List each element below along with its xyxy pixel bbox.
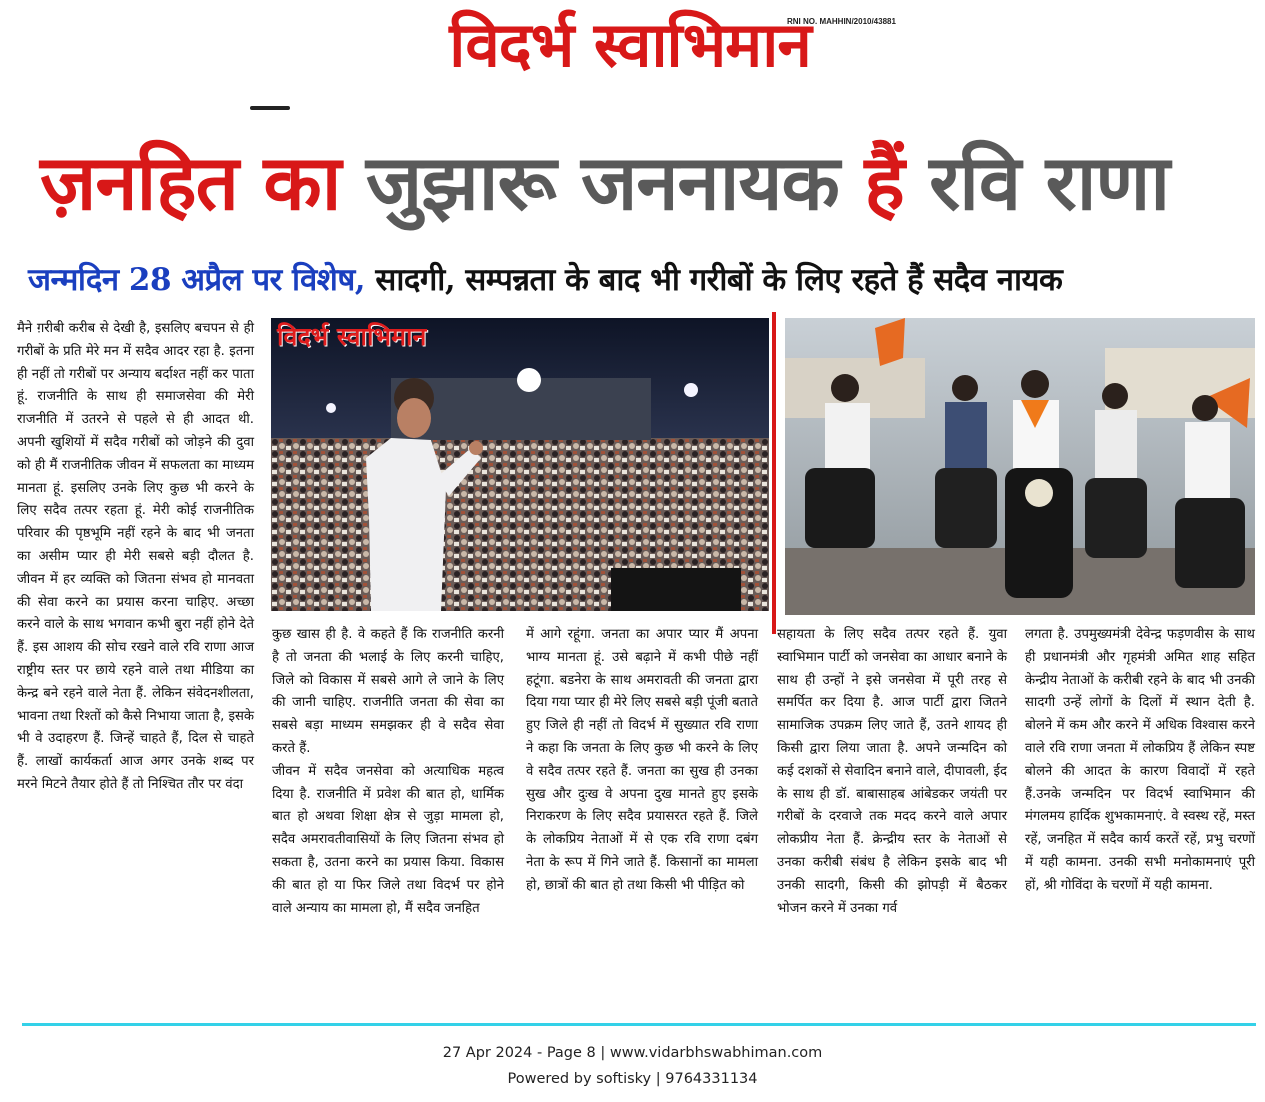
bike-rally-illustration (785, 318, 1255, 615)
headline-part2: जुझारू जननायक (365, 138, 839, 227)
column-divider-red (772, 312, 776, 634)
photo-rally-crowd (271, 318, 769, 611)
headline (40, 127, 1240, 239)
article-column-1: मैने ग़रीबी करीब से देखी है, इसलिए बचपन से ही गरीबों के प्रति मेरे मन में सदैव आदर रहा है. इतना ही नहीं तो गरीबों पर अन्याय बर्दाश्त नहीं कर पाता हूं. राजनीति के साथ ही समाजसेवा की मेरी राजनीति में उतरने से पहले से ही आदत थी. अपनी खुशियों में सदैव गरीबों को जोड़ने की दुवा को ही मैं राजनीतिक जीवन में सफलता का माध्यम मानता हूं. इसलिए उनके लिए कुछ भी करने के लिए सदैव तत्पर रहता हूं. मेरी कोई राजनीतिक परिवार की पृष्ठभूमि नहीं रहने के बाद भी जनता का असीम प्यार ही मेरी सबसे बड़ी दौलत है. जीवन में हर व्यक्ति को जितना संभव हो मानवता की सेवा करने का प्रयास करना चाहिए. अच्छा करने वाले के साथ भगवान कभी बुरा नहीं होने देते हैं. इस आशय की सोच रखने वाले रवि राणा आज राष्ट्रीय स्तर पर छाये रहने वाले तथा मीडिया का केन्द्र बने रहने वाले नेता हैं. लेकिन संवेदनशीलता, भावना तथा रिश्तों को कैसे निभाया जाता है, इसके भी वे उदाहरण हैं. जिन्हें चाहते हैं, दिल से चाहते हैं. लाखों कार्यकर्ता आज अगर उनके शब्द पर मरने मिटने तैयार होते हैं तो निश्चित तौर पर वंदा (17, 321, 254, 792)
article-column-4: सहायता के लिए सदैव तत्पर रहते हैं. युवा स्वाभिमान पार्टी को जनसेवा का आधार बनाने के साथ ही उन्हों ने इसे जनसेवा में पूरी तरह से समर्पित कर दिया है. आज पार्टी द्वारा जितने सामाजिक उपक्रम लिए जाते हैं, उतने शायद ही किसी द्वारा लिया जाता है. अपने जन्मदिन को कई दशकों से सेवादिन बनाने वाले, दीपावली, ईद के साथ ही डॉ. बाबासाहब आंबेडकर जयंती पर गरीबों के दरवाजे तक मदद करने वाले अपार लोकप्रीय नेता हैं. क्रेन्द्रीय स्तर के नेताओं से उनका करीबी संबंध है लेकिन इसके बाद भी उनकी सादगी, किसी की झोपड़ी में बैठकर भोजन करने में उनका गर्व (777, 627, 1007, 916)
headline-part4: रवि राणा (929, 138, 1170, 227)
article-column-3: में आगे रहूंगा. जनता का अपार प्यार मैं अपना भाग्य मानता हूं. उसे बढ़ाने में कभी पीछे नहीं हटूंगा. बडनेरा के साथ अमरावती की जनता द्वारा दिया गया प्यार ही मेरे लिए सबसे बड़ी पूंजी बताते हुए जिले ही नहीं तो विदर्भ में सुख्यात रवि राणा ने कहा कि जनता के लिए कुछ भी करने के लिए वे सदैव तत्पर रहते हैं. जनता का सुख ही उनका सुख और दुःख वे अपना दुख मानते हुए इसके निराकरण के लिए सदैव प्रयासरत रहते हैं. जिले के लोकप्रिय नेताओं में से एक रवि राणा दबंग नेता के रूप में गिने जाते हैं. किसानों का मामला हो, छात्रों की बात हो तथा किसी भी पीड़ित को (526, 627, 758, 893)
decorative-swoosh (250, 106, 290, 110)
article-column-2: कुछ खास ही है. वे कहते हैं कि राजनीति करनी है तो जनता की भलाई के लिए करनी चाहिए, जिले को विकास में सबसे आगे ले जाने के लिए की जानी चाहिए. राजनीति जनता की सेवा का सबसे बड़ा माध्यम समझकर ही वे सदैव सेवा करते हैं. जीवन में सदैव जनसेवा को अत्याधिक महत्व दिया है. राजनीति में प्रवेश की बात हो, धार्मिक बात हो अथवा शिक्षा क्षेत्र से जुड़ा मामला हो, सदैव अमरावतीवासियों के लिए जितना संभव हो सकता है, उतना करने का प्रयास किया. विकास की बात हो या फिर जिले तथा विदर्भ पर होने वाले अन्याय का मामला हो, मैं सदैव जनहित (272, 627, 504, 916)
masthead-title: विदर्भ स्वाभिमान (449, 8, 811, 81)
subhead-blue: जन्मदिन 28 अप्रैल पर विशेष, (28, 262, 366, 298)
footer-date-website: 27 Apr 2024 - Page 8 | www.vidarbhswabhiman.com (442, 1045, 823, 1061)
photo-watermark: विदर्भ स्वाभिमान (277, 322, 427, 351)
footer-divider (22, 1023, 1256, 1026)
headline-part3: हैं (864, 138, 904, 227)
rni-number: RNI NO. MAHHIN/2010/43881 (787, 17, 896, 26)
footer-powered-by: Powered by softisky | 9764331134 (507, 1071, 758, 1087)
crowd-illustration (271, 318, 769, 611)
headline-part1: ज़नहित का (40, 138, 341, 227)
subheadline (28, 252, 1243, 308)
photo-bike-rally (785, 318, 1255, 615)
article-column-5: लगता है. उपमुख्यमंत्री देवेन्द्र फड़णवीस के साथ ही प्रधानमंत्री और गृहमंत्री अमित शाह सहित केन्द्रीय नेताओं के करीबी रहने के बाद भी उनकी सादगी उन्हें लोगों के दिलों में स्थान देती है. बोलने में कम और करने में अधिक विश्वास करने वाले रवि राणा जनता में लोकप्रिय हैं लेकिन स्पष्ट बोलने की आदत के कारण विवादों में रहते हैं.उनके जन्मदिन पर विदर्भ स्वाभिमान की मंगलमय हार्दिक शुभकामनाएं. वे स्वस्थ रहें, मस्त रहें, जनहित में सदैव कार्य करतें रहें, प्रभु चरणों में यही कामना. उनकी सभी मनोकामनाएं पूरी हों, श्री गोविंदा के चरणों में यही कामना. (1025, 627, 1255, 893)
subhead-black: सादगी, सम्पन्नता के बाद भी गरीबों के लिए रहते हैं सदैव नायक (375, 262, 1063, 298)
